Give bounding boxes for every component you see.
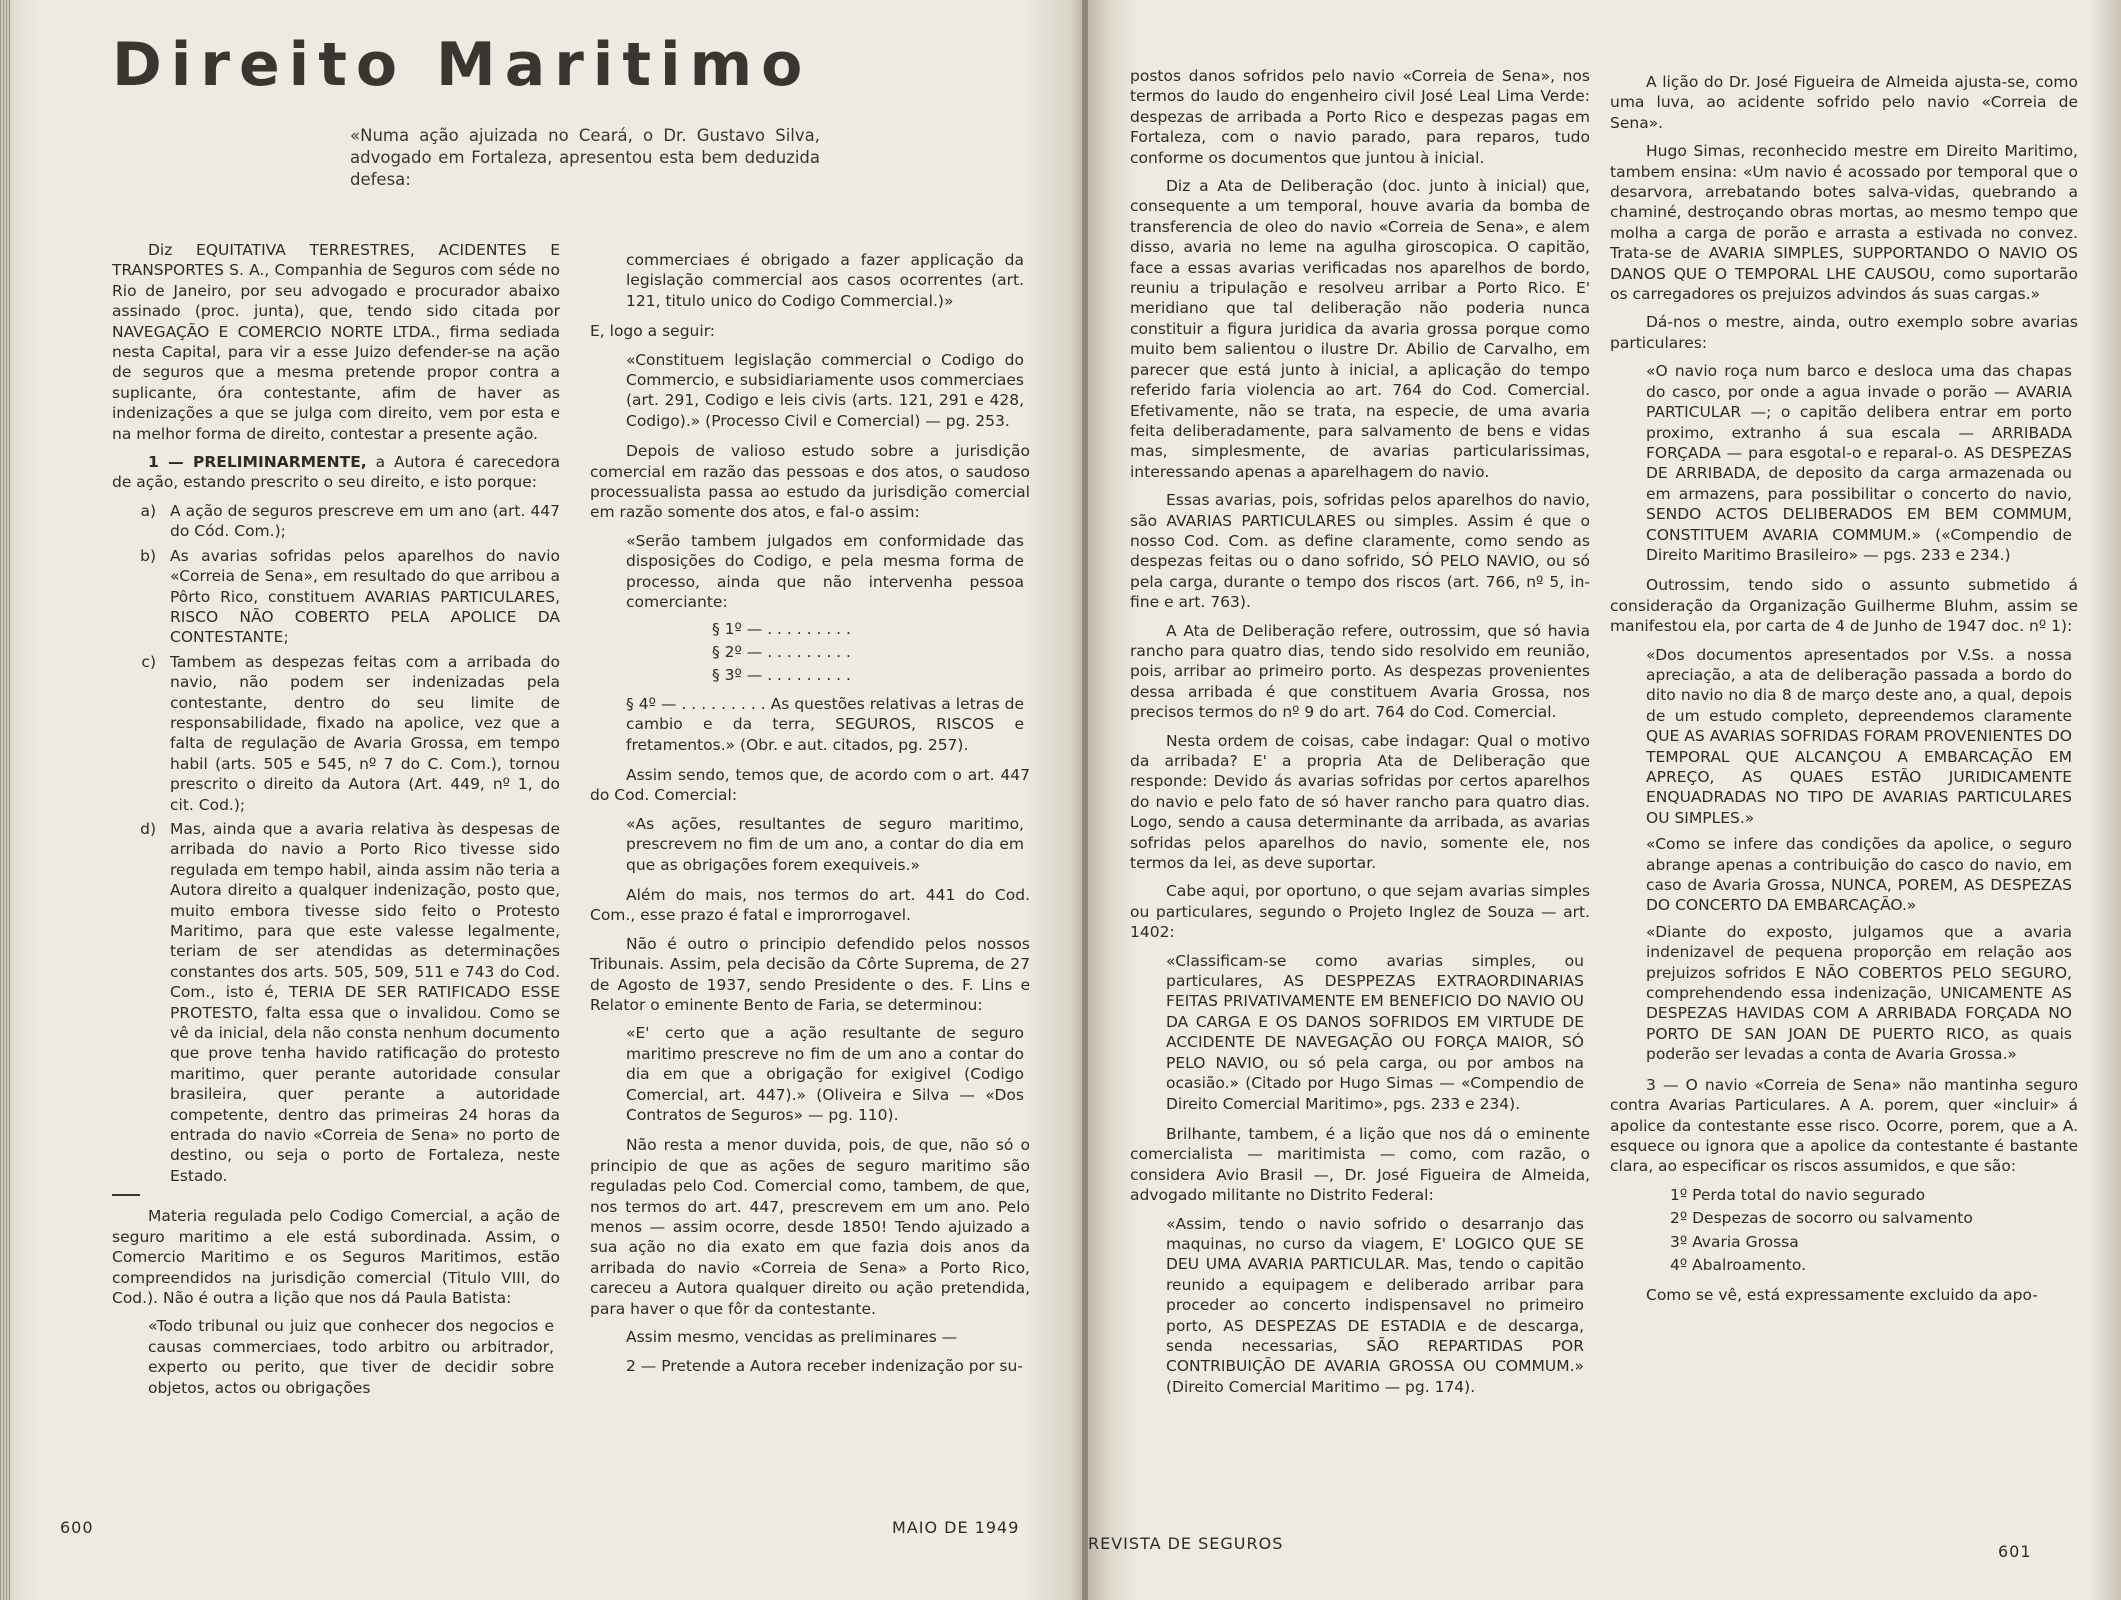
article-title: Direito Maritimo (112, 30, 812, 100)
quote-text: «Diante do exposto, julgamos que a avaria indenizavel de pequena proporção em relação aos prejuizos sofridos E NÃO COBERTOS PELO SEGURO, comprehendendo essa indenização, UNICAMENTE AS DESPEZAS HAVIDAS COM A ARRIBADA FORÇADA NO PORTO DE SAN JOAN DE PUERTO RICO, as quais poderão ser levadas a conta de Avaria Grossa.» (1646, 922, 2072, 1064)
paragraph: Além do mais, nos termos do art. 441 do Cod. Com., esse prazo é fatal e improrrogavel. (590, 885, 1030, 925)
preliminary-items (112, 501, 560, 1186)
item-text: Tambem as despezas feitas com a arribada do navio, não podem ser indenizadas pela contestante, dentro do seu limite de responsabilidade, fixado na apolice, vez que a falta de regulação de Avaria Grossa, em tempo habil (arts. 505 e 545, nº 7 do C. Com.), tornou prescrito o direito da Autora (Art. 449, nº 1, do cit. Cod.); (170, 652, 560, 814)
quote-text: «Serão tambem julgados em conformidade das disposições do Codigo, e pela mesma forma de processo, ainda que não intervenha pessoa comerciante: (626, 531, 1024, 612)
paragraph: Brilhante, tambem, é a lição que nos dá o eminente comercialista — maritimista — como, com razão, o considera Avio Brasil —, Dr. José Figueira de Almeida, advogado militante no Distrito Federal: (1130, 1124, 1590, 1205)
paragraph: 3 — O navio «Correia de Sena» não mantinha seguro contra Avarias Particulares. A A. porem, quer «incluir» á apolice da contestante esse risco. Ocorre, porem, que a A. esquece ou ignora que a apolice da contestante é bastante clara, ao especificar os riscos assumidos, e que são: (1610, 1075, 2078, 1176)
quote-text: «As ações, resultantes de seguro maritimo, prescrevem no fim de um ano, a contar do dia em que as obrigações forem exequiveis.» (626, 814, 1024, 874)
paragraph: Não resta a menor duvida, pois, de que, não só o principio de que as ações de seguro maritimo são reguladas pelo Cod. Comercial como, tambem, de que, nos termos do art. 447, prescrevem em um ano. Pelo menos — assim ocorre, desde 1850! Tendo ajuizado a sua ação no dia exato em que fazia dois anos da arribada do navio «Correia de Sena» a Porto Rico, careceu a Autora qualquer direito ou ação pretendida, para haver o que fôr da contestante. (590, 1136, 1030, 1318)
paragraph: Dá-nos o mestre, ainda, outro exemplo sobre avarias particulares: (1610, 313, 2078, 352)
paragraph: E, logo a seguir: (590, 322, 716, 341)
risks-list (1670, 1185, 2078, 1276)
paragraph: Cabe aqui, por oportuno, o que sejam avarias simples ou particulares, segundo o Projeto Inglez de Souza — art. 1402: (1130, 882, 1590, 942)
right-column-2 (1610, 72, 2078, 1314)
item-label: d) (140, 819, 156, 838)
item-text: A ação de seguros prescreve em um ano (art. 447 do Cód. Com.); (170, 501, 560, 541)
quote (1610, 645, 2078, 1065)
list-item: 3º Avaria Grossa (1670, 1232, 1799, 1251)
list-item (112, 546, 560, 648)
list-item: 4º Abalroamento. (1670, 1255, 1807, 1274)
quote (590, 1023, 1030, 1125)
list-item (112, 652, 560, 815)
quote-text: commerciaes é obrigado a fazer applicação da legislação commercial aos casos ocorrentes (art. 121, titulo unico do Codigo Commercial.)» (626, 251, 1024, 310)
quote-text: «O navio roça num barco e desloca uma das chapas do casco, por onde a agua invade o porão — AVARIA PARTICULAR —; o capitão delibera entrar em porto proximo, extranho á sua escala — ARRIBADA FORÇADA — para esgotal-o e reparal-o. AS DESPEZAS DE ARRIBADA, de deposito da carga armazenada ou em armazens, para possibilitar o concerto do navio, SENDO ACTOS DELIBERADOS EM BEM COMMUM, CONSTITUEM AVARIA COMMUM.» («Compendio de Direito Maritimo Brasileiro» — pgs. 233 e 234.) (1646, 362, 2072, 564)
paragraph: Outrossim, tendo sido o assunto submetido á consideração da Organização Guilherme Bluhm, assim se manifestou ela, por carta de 4 de Junho de 1947 doc. nº 1): (1610, 576, 2078, 636)
quote-text: «E' certo que a ação resultante de seguro maritimo prescreve no fim de um ano a contar do dia em que a obrigação for exigivel (Codigo Comercial, art. 447).» (Oliveira e Silva — «Dos Contratos de Seguros» — pg. 110). (626, 1024, 1024, 1125)
paragraph: Nesta ordem de coisas, cabe indagar: Qual o motivo da arribada? E' a propria Ata de Deliberação que responde: Devido ás avarias sofridas por certos aparelhos do navio e pelo fato de só haver rancho para quatro dias. Logo, sendo a causa determinante da arribada, as avarias sofridas pelos aparelhos do navio, somente ele, nos termos da lei, as deve suportar. (1130, 731, 1590, 873)
item-label: c) (141, 652, 156, 671)
journal-name: REVISTA DE SEGUROS (1088, 1534, 1284, 1553)
section-line: § 2º — . . . . . . . . . (712, 642, 851, 661)
section-dash (112, 1194, 140, 1196)
item-text: Mas, ainda que a avaria relativa às despesas de arribada do navio a Porto Rico tivesse sido regulada em tempo habil, ainda assim não teria a Autora direito a qualquer indenização, posto que, muito embora tivesse sido feito o Protesto Maritimo, para que este valesse legalmente, teriam de ser atendidas as determinações constantes dos arts. 505, 509, 511 e 743 do Cod. Com., isto é, TERIA DE SER RATIFICADO ESSE PROTESTO, falta essa que o invalidou. Como se vê da inicial, dela não consta nenhum documento que prove tenha havido ratificação do protesto maritimo, quer perante autoridade consular brasileira, quer perante a autoridade competente, dentro das primeiras 24 horas da entrada do navio «Correia de Sena» no porto de destino, ou seja o porto de Fortaleza, neste Estado. (170, 819, 560, 1185)
section-line: § 1º — . . . . . . . . . (712, 619, 851, 638)
paragraph: Como se vê, está expressamente excluido da apo- (1646, 1286, 2038, 1305)
paragraph: Assim mesmo, vencidas as preliminares — (626, 1328, 958, 1347)
list-item: 1º Perda total do navio segurado (1670, 1185, 1926, 1204)
page-number-right: 601 (1998, 1542, 2032, 1561)
item-label: a) (140, 501, 156, 520)
quote-text: «Todo tribunal ou juiz que conhecer dos negocios e causas commerciaes, todo arbitro ou arbitrador, experto ou perito, que tiver de decidir sobre objetos, actos ou obrigações (148, 1317, 554, 1397)
paragraph: Hugo Simas, reconhecido mestre em Direito Maritimo, tambem ensina: «Um navio é acossado por temporal que o desarvora, arrebatando botes salva-vidas, quebrando a chaminé, destroçando obras mortas, ao mesmo tempo que molha a carga de porão e arrasta a estivada no convez. Trata-se de AVARIA SIMPLES, SUPPORTANDO O NAVIO OS DANOS QUE O TEMPORAL LHE CAUSOU, como suportarão os carregadores os prejuizos advindos ás suas cargas.» (1610, 142, 2078, 304)
quote-text: § 4º — . . . . . . . . . As questões relativas a letras de cambio e da terra, SEGUROS, RISCOS e fretamentos.» (Obr. e aut. citados, pg. 257). (626, 694, 1024, 754)
paragraph: Materia regulada pelo Codigo Comercial, a ação de seguro maritimo a ele está subordinada. Assim, o Comercio Maritimo e os Seguros Maritimos, estão compreendidos na jurisdição comercial (Titulo VIII, do Cod.). Não é outra a lição que nos dá Paula Batista: (112, 1207, 560, 1307)
quote (1130, 951, 1590, 1114)
heading-preliminarmente: 1 — PRELIMINARMENTE, (148, 453, 367, 472)
item-text: As avarias sofridas pelos aparelhos do navio «Correia de Sena», em resultado do que arribou a Pôrto Rico, constituem AVARIAS PARTICULARES, RISCO NÃO COBERTO PELA APOLICE DA CONTESTANTE; (170, 546, 560, 647)
item-label: b) (140, 546, 156, 565)
right-column-1 (1130, 66, 1590, 1407)
issue-date: MAIO DE 1949 (892, 1518, 1020, 1537)
left-column-2 (590, 250, 1030, 1384)
page-edges (0, 0, 10, 1600)
list-item (112, 819, 560, 1186)
quote (590, 531, 1030, 755)
list-item (112, 501, 560, 542)
quote (1130, 1214, 1590, 1398)
right-page (1088, 0, 2121, 1600)
quote (590, 350, 1030, 432)
paragraph: A lição do Dr. José Figueira de Almeida ajusta-se, como uma luva, ao acidente sofrido pelo navio «Correia de Sena». (1610, 73, 2078, 132)
paragraph: Essas avarias, pois, sofridas pelos aparelhos do navio, são AVARIAS PARTICULARES ou simples. Assim é que o nosso Cod. Com. as define claramente, como sendo as despezas feitas ou o dano sofrido, SÓ PELO NAVIO, ou só pela carga, durante o tempo dos riscos (art. 766, nº 5, in-fine e art. 763). (1130, 491, 1590, 612)
paragraph: postos danos sofridos pelo navio «Correia de Sena», nos termos do laudo do engenheiro civil José Leal Lima Verde: despezas de arribada a Porto Rico e despezas pagas em Fortaleza, com o navio parado, para reparos, tudo conforme os documentos que juntou à inicial. (1130, 67, 1590, 167)
quote-text: «Constituem legislação commercial o Codigo do Commercio, e subsidiariamente usos commerciaes (art. 291, Codigo e leis civis (arts. 121, 291 e 428, Codigo).» (Processo Civil e Comercial) — pg. 253. (626, 350, 1024, 430)
quote-text: «Classificam-se como avarias simples, ou particulares, AS DESPPEZAS EXTRAORDINARIAS FEITAS PRIVATIVAMENTE EM BENEFICIO DO NAVIO OU DA CARGA E OS DANOS SOFRIDOS EM VIRTUDE DE ACCIDENTE DE NAVEGAÇÃO OU FORÇA MAIOR, SÓ PELO NAVIO, ou só pela carga, ou por ambos na ocasião.» (Citado por Hugo Simas — «Compendio de Direito Comercial Maritimo», pgs. 233 e 234). (1166, 951, 1584, 1113)
paragraph: Diz a Ata de Deliberação (doc. junto à inicial) que, consequente a um temporal, houve avaria da bomba de transferencia de oleo do navio «Correia de Sena», e alem disso, avaria no leme na agulha giroscopica. O capitão, face a essas avarias verificadas nos aparelhos de bordo, reuniu a tripulação e resolveu arribar a Porto Rico. E' meridiano que tal deliberação não poderia nunca constituir a figura juridica da avaria grossa porque como muito bem salientou o ilustre Dr. Abilio de Carvalho, em parecer que está junto à inicial, a aplicação do tempo referido faria violencia ao art. 764 do Cod. Comercial. Efetivamente, não se trata, na especie, de uma avaria feita deliberadamente, para salvamento de bens e vidas mas, simplesmente, de avarias particularissimas, interessando apenas a aparelhagem do navio. (1130, 177, 1590, 481)
paragraph: Diz EQUITATIVA TERRESTRES, ACIDENTES E TRANSPORTES S. A., Companhia de Seguros com séde no Rio de Janeiro, por seu advogado e procurador abaixo assinado (proc. junta), que, tendo sido citada por NAVEGAÇÃO E COMERCIO NORTE LTDA., firma sediada nesta Capital, para vir a esse Juizo defender-se na ação de seguros que a mesma pretende propor contra a suplicante, óra contestante, afim de haver as indenizações a que se julga com direito, vem por esta e na melhor forma de direito, contestar a presente ação. (112, 241, 560, 443)
page-number-left: 600 (60, 1518, 94, 1537)
quote (112, 1316, 560, 1398)
quote (590, 250, 1030, 311)
paragraph (112, 452, 560, 493)
quote-text: «Assim, tendo o navio sofrido o desarranjo das maquinas, no curso da viagem, E' LOGICO QUE SE DEU UMA AVARIA PARTICULAR. Mas, tendo o capitão reunido a equipagem e deliberado arribar para proceder ao concerto indispensavel no primeiro porto, AS DESPEZAS DE ESTADIA e de descarga, senda necessarias, SÃO REPARTIDAS POR CONTRIBUIÇÃO DE AVARIA GROSSA OU COMMUM.» (Direito Comercial Maritimo — pg. 174). (1166, 1214, 1584, 1396)
paragraph-text: a Autora é carecedora de ação, estando prescrito o seu direito, e isto porque: (112, 453, 560, 492)
quote (590, 814, 1030, 875)
list-item: 2º Despezas de socorro ou salvamento (1670, 1209, 1973, 1228)
quote (1610, 361, 2078, 565)
article-intro: «Numa ação ajuizada no Ceará, o Dr. Gustavo Silva, advogado em Fortaleza, apresentou esta bem deduzida defesa: (350, 126, 820, 189)
code-sections (712, 619, 1024, 686)
left-column-1 (112, 240, 560, 1408)
paragraph: 2 — Pretende a Autora receber indenização por su- (626, 1356, 1023, 1375)
quote-text: «Como se infere das condições da apolice, o seguro abrange apenas a contribuição do casco do navio, em caso de Avaria Grossa, NUNCA, POREM, AS DESPEZAS DO CONCERTO DA EMBARCAÇÃO.» (1646, 835, 2072, 915)
paragraph: Assim sendo, temos que, de acordo com o art. 447 do Cod. Comercial: (590, 765, 1030, 805)
paragraph: Depois de valioso estudo sobre a jurisdição comercial em razão das pessoas e dos atos, o saudoso processualista passa ao estudo da jurisdição comercial em razão somente dos atos, e fal-o assim: (590, 442, 1030, 522)
paragraph: A Ata de Deliberação refere, outrossim, que só havia rancho para quatro dias, tendo sido resolvido em reunião, pois, arribar ao primeiro porto. As despezas provenientes dessa arribada é que constituem Avaria Grossa, nos precisos termos do nº 9 do art. 764 do Cod. Comercial. (1130, 621, 1590, 722)
section-line: § 3º — . . . . . . . . . (712, 666, 851, 685)
paragraph: Não é outro o principio defendido pelos nossos Tribunais. Assim, pela decisão da Côrte Suprema, de 27 de Agosto de 1937, sendo Presidente o des. F. Lins e Relator o eminente Bento de Faria, se determinou: (590, 934, 1030, 1014)
quote-text: «Dos documentos apresentados por V.Ss. a nossa apreciação, a ata de deliberação passada a bordo do dito navio no dia 8 de março deste ano, a qual, depois de um estudo completo, depreendemos claramente QUE AS AVARIAS SOFRIDAS FORAM PROVENIENTES DO TEMPORAL QUE ALCANÇOU A EMBARCAÇÃO EM APREÇO, AS QUAES ESTÃO JURIDICAMENTE ENQUADRADAS NO TIPO DE AVARIAS PARTICULARES OU SIMPLES.» (1646, 645, 2072, 827)
